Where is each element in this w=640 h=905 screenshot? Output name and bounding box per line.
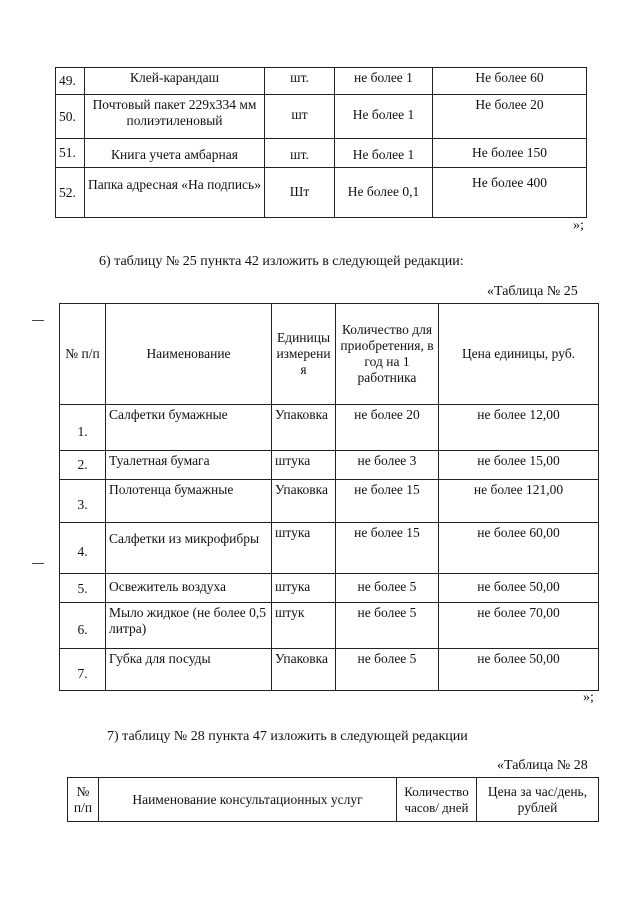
item-name: Полотенца бумажные — [106, 480, 272, 523]
item-quantity: не более 5 — [336, 574, 439, 603]
item-unit: шт. — [265, 68, 335, 95]
item-price: Не более 150 — [433, 139, 587, 168]
item-name: Папка адресная «На подпись» — [85, 168, 265, 218]
row-number: 3. — [60, 480, 106, 523]
item-price: Не более 400 — [433, 168, 587, 218]
item-unit: Упаковка — [272, 480, 336, 523]
item-price: не более 60,00 — [439, 523, 599, 574]
table-25 — [59, 303, 599, 691]
item-unit: шт. — [265, 139, 335, 168]
item-unit: штука — [272, 523, 336, 574]
item-quantity: Не более 1 — [335, 139, 433, 168]
table2-closing-quote: »; — [583, 690, 594, 705]
header-number: № п/п — [60, 304, 106, 405]
table-row — [60, 574, 599, 603]
item-quantity: не более 5 — [336, 603, 439, 649]
table-row — [60, 451, 599, 480]
item-unit: Упаковка — [272, 649, 336, 691]
paragraph-6: 6) таблицу № 25 пункта 42 изложить в следующей редакции: — [99, 254, 464, 269]
table-25-title: «Таблица № 25 — [487, 284, 578, 299]
item-unit: Шт — [265, 168, 335, 218]
item-name: Туалетная бумага — [106, 451, 272, 480]
row-number: 52. — [56, 168, 85, 218]
table-row — [56, 68, 587, 95]
table-row — [56, 95, 587, 139]
margin-mark — [32, 320, 44, 321]
row-number: 2. — [60, 451, 106, 480]
item-quantity: не более 15 — [336, 480, 439, 523]
item-price: не более 121,00 — [439, 480, 599, 523]
table-row — [56, 168, 587, 218]
item-quantity: не более 5 — [336, 649, 439, 691]
item-unit: Упаковка — [272, 405, 336, 451]
item-name: Клей-карандаш — [85, 68, 265, 95]
item-quantity: не более 15 — [336, 523, 439, 574]
table-header-row — [60, 304, 599, 405]
row-number: 1. — [60, 405, 106, 451]
row-number: 51. — [56, 139, 85, 168]
table-28 — [67, 777, 599, 822]
paragraph-7: 7) таблицу № 28 пункта 47 изложить в следующей редакции — [107, 729, 468, 744]
item-quantity: не более 3 — [336, 451, 439, 480]
item-name: Губка для посуды — [106, 649, 272, 691]
table-row — [60, 523, 599, 574]
item-price: не более 50,00 — [439, 574, 599, 603]
item-price: не более 15,00 — [439, 451, 599, 480]
table-row — [60, 405, 599, 451]
item-price: не более 70,00 — [439, 603, 599, 649]
header-quantity: Количество для приобретения, в год на 1 работника — [336, 304, 439, 405]
item-name: Книга учета амбарная — [85, 139, 265, 168]
item-name: Мыло жидкое (не более 0,5 литра) — [106, 603, 272, 649]
header-name: Наименование — [106, 304, 272, 405]
item-unit: штука — [272, 451, 336, 480]
header-price: Цена единицы, руб. — [439, 304, 599, 405]
header-price: Цена за час/день, рублей — [477, 778, 599, 822]
row-number: 4. — [60, 523, 106, 574]
item-name: Почтовый пакет 229х334 мм полиэтиленовый — [85, 95, 265, 139]
item-quantity: Не более 1 — [335, 95, 433, 139]
row-number: 5. — [60, 574, 106, 603]
item-price: не более 12,00 — [439, 405, 599, 451]
item-price: не более 50,00 — [439, 649, 599, 691]
supplies-table-continuation — [55, 67, 587, 218]
header-quantity: Количество часов/ дней — [397, 778, 477, 822]
row-number: 49. — [56, 68, 85, 95]
item-name: Салфетки из микрофибры — [106, 523, 272, 574]
item-quantity: не более 20 — [336, 405, 439, 451]
table-row — [60, 649, 599, 691]
row-number: 7. — [60, 649, 106, 691]
table-28-title: «Таблица № 28 — [497, 758, 588, 773]
item-name: Салфетки бумажные — [106, 405, 272, 451]
item-unit: штука — [272, 574, 336, 603]
margin-mark — [32, 563, 44, 564]
item-unit: шт — [265, 95, 335, 139]
row-number: 50. — [56, 95, 85, 139]
table-header-row — [68, 778, 599, 822]
item-price: Не более 20 — [433, 95, 587, 139]
item-price: Не более 60 — [433, 68, 587, 95]
header-unit: Единицы измерения — [272, 304, 336, 405]
item-quantity: не более 1 — [335, 68, 433, 95]
item-name: Освежитель воздуха — [106, 574, 272, 603]
table1-closing-quote: »; — [573, 218, 584, 233]
table-row — [60, 480, 599, 523]
table-row — [56, 139, 587, 168]
item-unit: штук — [272, 603, 336, 649]
row-number: 6. — [60, 603, 106, 649]
header-service-name: Наименование консультационных услуг — [99, 778, 397, 822]
header-number: № п/п — [68, 778, 99, 822]
table-row — [60, 603, 599, 649]
item-quantity: Не более 0,1 — [335, 168, 433, 218]
